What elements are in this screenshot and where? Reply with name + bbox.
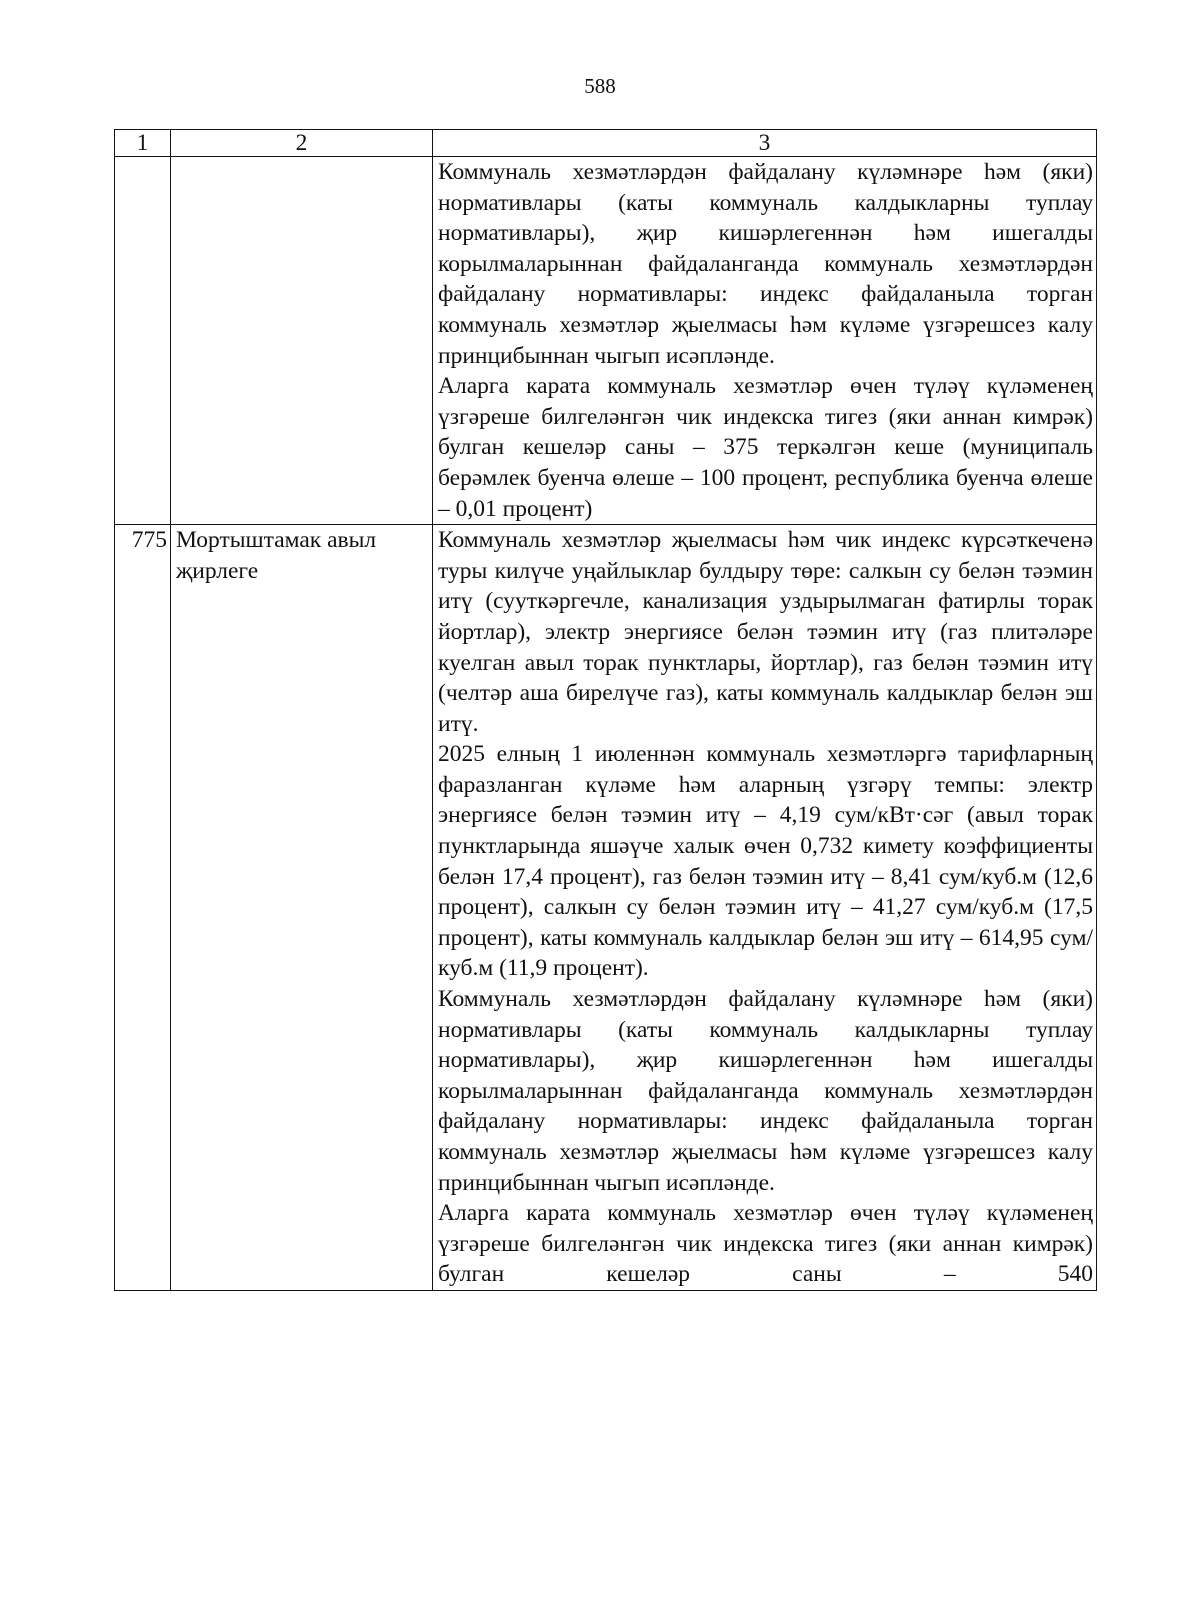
- table-header-row: [115, 130, 1097, 157]
- column-header-2: 2: [171, 130, 433, 157]
- content-paragraph: Коммуналь хезмәтләрдән файдалану күләмнәре һәм (яки) нормативлары (каты коммуналь калдыкларны туплау нормативлары), җир кишәрлегеннән һәм ишегалды корылмаларыннан файдаланганда коммуналь хезмәтләрдән файдалану нормативлары: индекс файдаланыла торган коммуналь хезмәтләр җыелмасы һәм күләме үзгәрешсез калу принцибыннан чыгып исәпләнде.: [438, 159, 1093, 369]
- content-paragraph: Аларга карата коммуналь хезмәтләр өчен түләү күләменең үзгәреше билгеләнгән чик индекска тигез (яки аннан кимрәк) булган кешеләр саны – 375 теркәлгән кеше (муниципаль берәмлек буенча өлеше – 100 процент, республика буенча өлеше – 0,01 процент): [438, 373, 1093, 522]
- table-row: [115, 157, 1097, 525]
- content-paragraph: 2025 елның 1 июленнән коммуналь хезмәтләргә тарифларның фаразланган күләме һәм аларның үзгәрү темпы: электр энергиясе белән тәэмин итү – 4,19 сум/кВт·сәг (авыл торак пунктларында яшәүче халык өчен 0,732 кимету коэффициенты белән 17,4 процент), газ белән тәэмин итү – 8,41 сум/куб.м (12,6 процент), салкын су белән тәэмин итү – 41,27 сум/куб.м (17,5 процент), каты коммуналь калдыклар белән эш итү – 614,95 сум/куб.м (11,9 процент).: [438, 741, 1093, 982]
- content-paragraph: Коммуналь хезмәтләр җыелмасы һәм чик индекс күрсәткеченә туры килүче уңайлыклар булдыру төре: салкын су белән тәэмин итү (сууткәргечле, канализация уздырылмаган фатирлы торак йортлар), электр энергиясе белән тәэмин итү (газ плитәләре куелган авыл торак пунктлары, йортлар), газ белән тәэмин итү (челтәр аша бирелүче газ), каты коммуналь калдыклар белән эш итү.: [438, 527, 1093, 737]
- column-header-1: 1: [115, 130, 171, 157]
- column-header-3: 3: [433, 130, 1097, 157]
- row-number: [115, 157, 171, 525]
- content-paragraph: Коммуналь хезмәтләрдән файдалану күләмнәре һәм (яки) нормативлары (каты коммуналь калдыкларны туплау нормативлары), җир кишәрлегеннән һәм ишегалды корылмаларыннан файдаланганда коммуналь хезмәтләрдән файдалану нормативлары: индекс файдаланыла торган коммуналь хезмәтләр җыелмасы һәм күләме үзгәрешсез калу принцибыннан чыгып исәпләнде.: [438, 986, 1093, 1196]
- document-table: [114, 129, 1097, 1291]
- table-row: [115, 525, 1097, 1291]
- content-paragraph: Аларга карата коммуналь хезмәтләр өчен түләү күләменең үзгәреше билгеләнгән чик индекска тигез (яки аннан кимрәк) булган кешеләр саны – 540: [438, 1200, 1093, 1288]
- settlement-name: Мортыштамак авыл җирлеге: [171, 525, 433, 1291]
- settlement-name: [171, 157, 433, 525]
- row-number: 775: [115, 525, 171, 1291]
- row-content: [433, 157, 1097, 525]
- row-content: [433, 525, 1097, 1291]
- page-number: 588: [584, 74, 616, 98]
